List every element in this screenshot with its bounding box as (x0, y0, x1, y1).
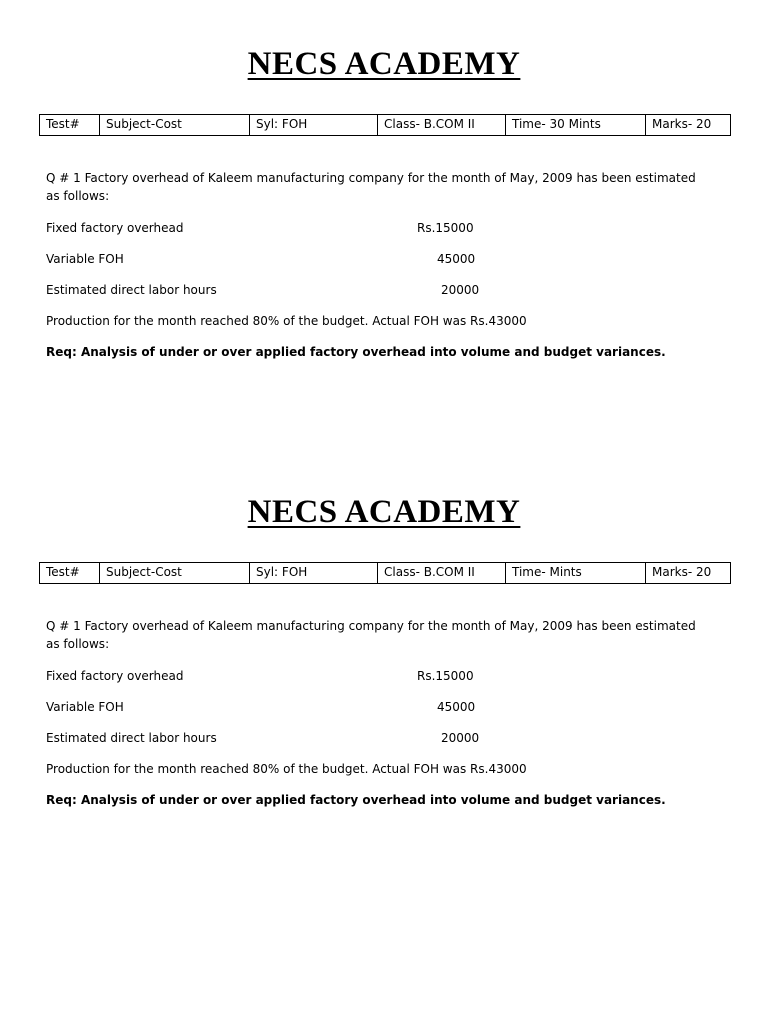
requirement-text: Req: Analysis of under or over applied factory overhead into volume and budget variances. (46, 345, 666, 359)
test-info-row (40, 563, 731, 584)
item-label: Fixed factory overhead (46, 221, 184, 235)
test-info-row (40, 115, 731, 136)
production-note: Production for the month reached 80% of the budget. Actual FOH was Rs.43000 (46, 762, 527, 776)
item-label: Estimated direct labor hours (46, 283, 217, 297)
requirement-text: Req: Analysis of under or over applied factory overhead into volume and budget variances. (46, 793, 666, 807)
item-label: Fixed factory overhead (46, 669, 184, 683)
test-info-table (39, 562, 731, 584)
test-number-cell: Test# (40, 115, 100, 136)
test-info-table (39, 114, 731, 136)
item-value: 45000 (437, 252, 476, 266)
subject-cell: Subject-Cost (100, 115, 250, 136)
item-value: 20000 (441, 731, 480, 745)
time-cell: Time- Mints (506, 563, 646, 584)
production-note: Production for the month reached 80% of the budget. Actual FOH was Rs.43000 (46, 314, 527, 328)
time-cell: Time- 30 Mints (506, 115, 646, 136)
question-text: Q # 1 Factory overhead of Kaleem manufacturing company for the month of May, 2009 has been estimated as follows: (46, 619, 696, 651)
syllabus-cell: Syl: FOH (250, 115, 378, 136)
marks-cell: Marks- 20 (646, 115, 731, 136)
class-cell: Class- B.COM II (378, 563, 506, 584)
academy-title: NECS ACADEMY (247, 46, 521, 82)
item-value: 20000 (441, 283, 480, 297)
subject-cell: Subject-Cost (100, 563, 250, 584)
marks-cell: Marks- 20 (646, 563, 731, 584)
item-label: Estimated direct labor hours (46, 731, 217, 745)
class-cell: Class- B.COM II (378, 115, 506, 136)
test-number-cell: Test# (40, 563, 100, 584)
test-paper-section-1 (0, 44, 768, 464)
question-text: Q # 1 Factory overhead of Kaleem manufacturing company for the month of May, 2009 has been estimated as follows: (46, 171, 696, 203)
item-value: 45000 (437, 700, 476, 714)
item-label: Variable FOH (46, 252, 124, 266)
syllabus-cell: Syl: FOH (250, 563, 378, 584)
item-label: Variable FOH (46, 700, 124, 714)
test-paper-section-2 (0, 492, 768, 912)
item-value: Rs.15000 (417, 669, 474, 683)
academy-title: NECS ACADEMY (247, 494, 521, 530)
item-value: Rs.15000 (417, 221, 474, 235)
